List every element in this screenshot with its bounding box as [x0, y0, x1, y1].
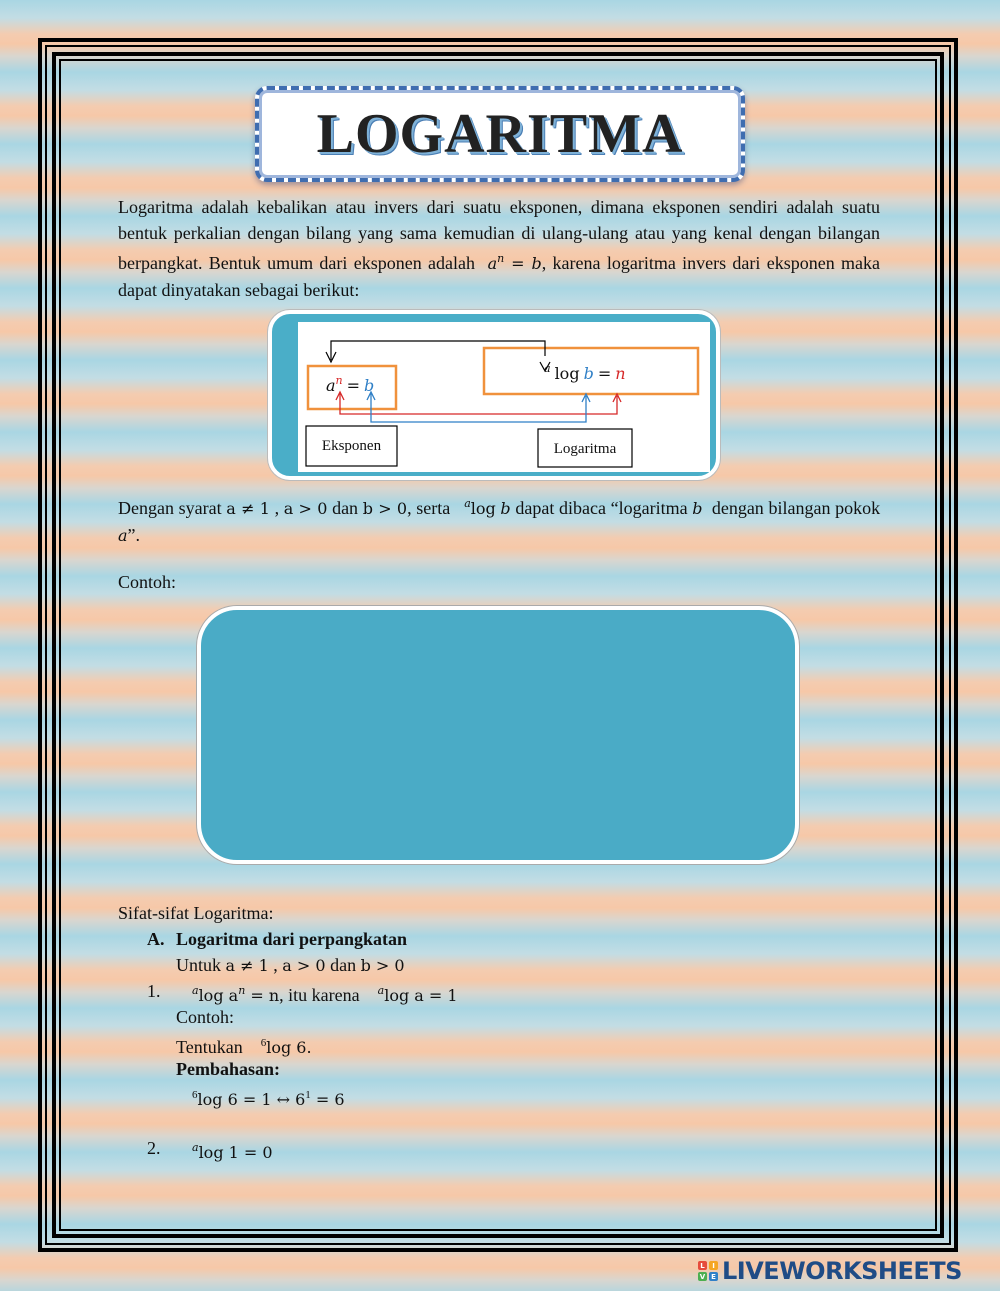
condition-b-positive: b > 0 [362, 499, 408, 518]
log-eq: = [597, 364, 612, 383]
logo-letter-l: L [698, 1261, 707, 1270]
condition-serta: , serta [407, 498, 451, 518]
pembahasan-rest: = 6 [310, 1090, 345, 1109]
log-b: b [583, 364, 594, 383]
condition-close-quote: ”. [127, 525, 141, 545]
base-arrow-line [331, 341, 545, 360]
intro-paragraph [118, 194, 880, 303]
item1-text: , itu karena [279, 985, 360, 1005]
pembahasan-base: 6 [192, 1089, 198, 1101]
contoh-label: Contoh: [118, 572, 177, 592]
page-title: LOGARITMA [316, 103, 684, 165]
pembahasan-exp: 1 [305, 1089, 311, 1101]
tentukan-text: Tentukan [176, 1037, 243, 1057]
intro-text-2: , karena logaritma invers dari eksponen maka dapat dinyatakan sebagai berikut: [118, 253, 881, 300]
condition-log-b: b [500, 499, 511, 518]
log-n: n [615, 364, 626, 383]
section-title: Logaritma dari perpangkatan [176, 929, 408, 949]
condition-b: b [692, 499, 703, 518]
condition-log-base: a [464, 497, 471, 510]
item1-base: a [192, 984, 199, 997]
logo-letter-v: V [699, 1272, 706, 1281]
title-banner [255, 86, 745, 182]
sifat-heading: Sifat-sifat Logaritma: [118, 903, 274, 923]
item1-formula [192, 979, 458, 1008]
condition-text-1: Dengan syarat [118, 498, 222, 518]
item2-formula [192, 1136, 273, 1165]
exp-a: a [326, 376, 336, 395]
item1-rest: = n [245, 986, 280, 1005]
exp-b: b [364, 376, 375, 395]
condition-dibaca: dapat dibaca “logaritma [515, 498, 688, 518]
item1-contoh: Contoh: [176, 1007, 235, 1027]
item1-log: log a [198, 986, 239, 1005]
exp-eq: = [346, 376, 361, 395]
condition-dan: dan [332, 498, 359, 518]
logo-letter-e: E [709, 1272, 718, 1281]
exponent-logarithm-diagram [268, 310, 720, 480]
condition-comma: , [274, 498, 280, 518]
result-b-arrow [371, 393, 586, 422]
diagram-canvas [298, 322, 710, 472]
condition-paragraph [118, 491, 880, 549]
untuk-a-not-1: a ≠ 1 [225, 956, 269, 975]
exponent-n-arrow [340, 393, 617, 414]
logarithm-formula [544, 362, 626, 384]
tentukan-base: 6 [260, 1037, 267, 1049]
intro-formula-base: a [487, 254, 498, 273]
tentukan-line [176, 1031, 312, 1060]
log-word: log [554, 364, 580, 383]
log-base: a [544, 362, 551, 375]
exp-n: n [335, 374, 343, 387]
condition-a-positive: a > 0 [283, 499, 328, 518]
item1-number: 1. [147, 981, 161, 1001]
intro-formula-exp: n [497, 252, 505, 265]
logaritma-label: Logaritma [553, 441, 617, 457]
pembahasan-formula [192, 1083, 345, 1112]
section-marker: A. [147, 929, 165, 949]
intro-text-1: Logaritma adalah kebalikan atau invers dari suatu eksponen, dimana eksponen sendiri adalah suatu bentuk perkalian dengan bilang yang sama kemudian di ulang-ulang atau yang kenal dengan bilangan berpangkat. Bentuk umum dari eksponen adalah [118, 197, 880, 273]
pembahasan-label: Pembahasan: [176, 1059, 281, 1079]
item1-exp: n [238, 984, 246, 997]
pembahasan-log: log 6 = 1 ↔ 6 [197, 1090, 306, 1109]
item1-log-2: log a = 1 [384, 986, 458, 1005]
item1-base-2: a [377, 984, 385, 997]
liveworksheets-icon [698, 1261, 718, 1281]
condition-pokok: dengan bilangan pokok [711, 498, 881, 518]
untuk-text: Untuk [176, 955, 221, 975]
condition-a: a [118, 526, 128, 545]
untuk-b-positive: b > 0 [360, 956, 405, 975]
liveworksheets-logo[interactable] [698, 1256, 962, 1286]
condition-log-word: log [470, 499, 496, 518]
item2-log: log 1 = 0 [198, 1143, 273, 1162]
untuk-condition [176, 953, 405, 978]
tentukan-log: log 6. [266, 1038, 312, 1057]
liveworksheets-text: LIVEWORKSHEETS [722, 1257, 962, 1285]
item2-number: 2. [147, 1138, 161, 1158]
eksponen-label: Eksponen [321, 438, 382, 454]
item2-base: a [192, 1141, 199, 1154]
condition-a-not-1: a ≠ 1 [226, 499, 270, 518]
untuk-sep: , [273, 955, 278, 975]
logo-letter-i: I [709, 1261, 718, 1270]
intro-formula-rest: = b [504, 254, 542, 273]
example-answer-box[interactable] [197, 606, 799, 864]
untuk-a-positive: a > 0 [282, 956, 326, 975]
untuk-dan: dan [330, 955, 357, 975]
exponent-formula [326, 374, 374, 396]
